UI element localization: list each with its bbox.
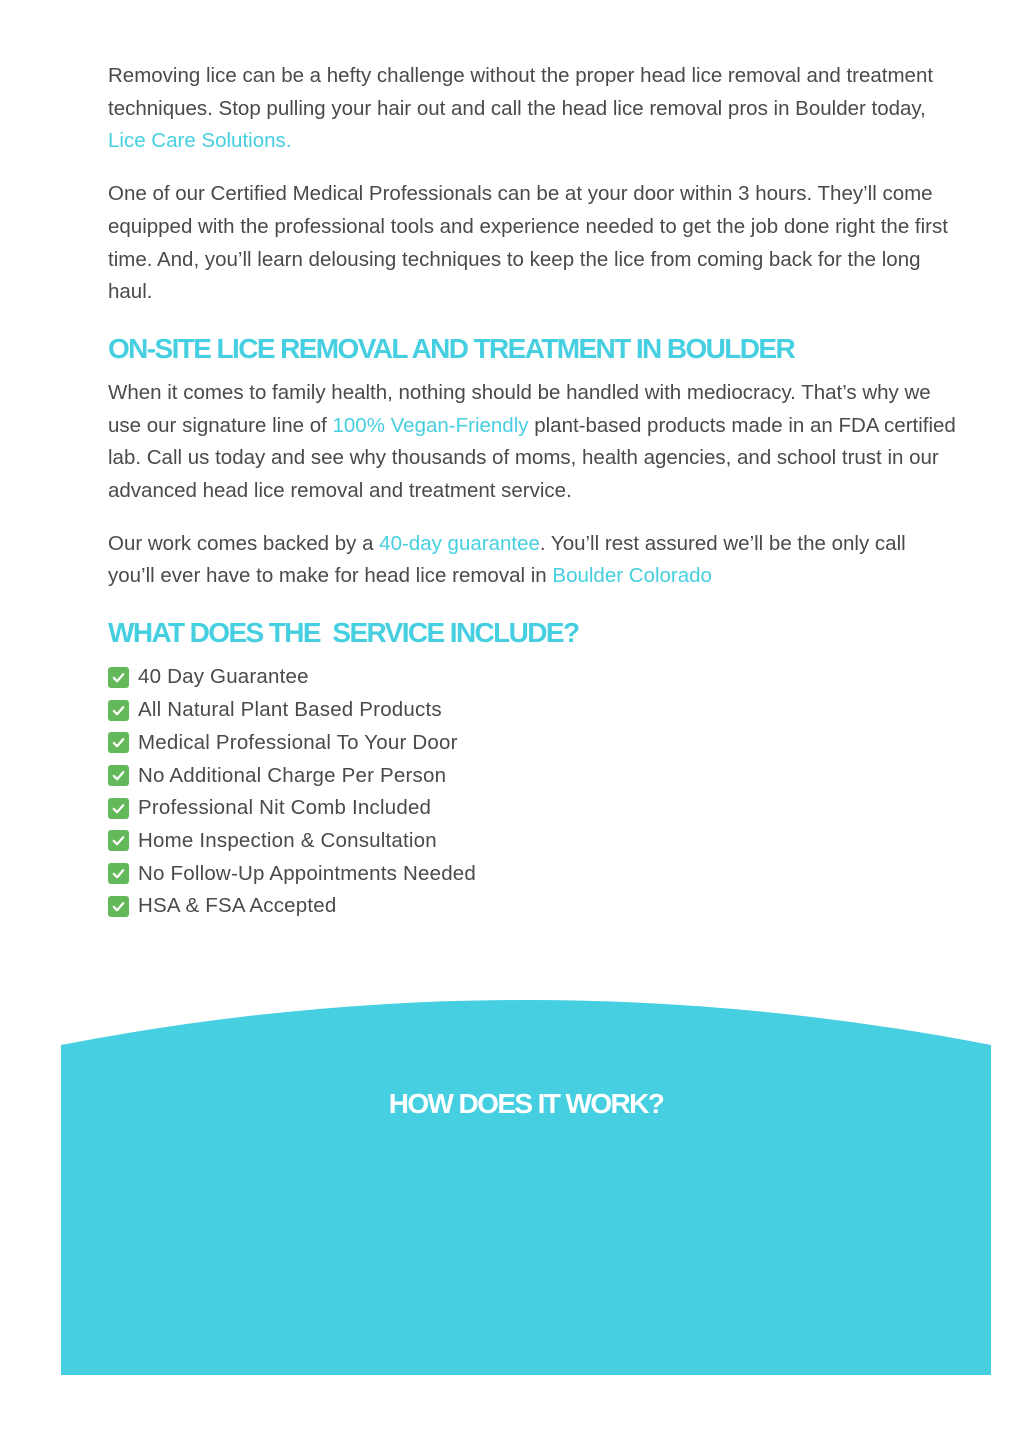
checklist-item — [108, 792, 958, 825]
service-checklist — [108, 661, 958, 923]
onsite-paragraph-1-text-after: plant-based products made in an FDA certified lab. Call us today and see why thousands of moms, health agencies, and school trust in our advanced head lice removal and treatment service. — [108, 413, 956, 503]
checklist-item — [108, 661, 958, 694]
checklist-item-label: No Additional Charge Per Person — [138, 763, 447, 787]
check-mark-icon — [108, 700, 129, 721]
intro-paragraph-1 — [108, 60, 958, 158]
checklist-item — [108, 759, 958, 792]
lice-care-solutions-link[interactable]: Lice Care Solutions. — [108, 129, 292, 153]
checklist-item — [108, 857, 958, 890]
how-it-works-heading: HOW DOES IT WORK? — [388, 1088, 664, 1119]
checklist-item — [108, 890, 958, 923]
checklist-item-label: Medical Professional To Your Door — [138, 730, 458, 754]
check-mark-icon — [108, 798, 129, 819]
onsite-paragraph-2-text-middle: . You’ll rest assured we’ll be the only call you’ll ever have to make for head lice removal in — [108, 531, 906, 588]
guarantee-link[interactable]: 40-day guarantee — [379, 531, 540, 555]
vegan-friendly-link[interactable]: 100% Vegan-Friendly — [332, 413, 529, 437]
check-mark-icon — [108, 896, 129, 917]
check-mark-icon — [108, 863, 129, 884]
curved-background — [61, 1000, 991, 1375]
how-it-works-section — [61, 1000, 991, 1375]
checklist-item-label: HSA & FSA Accepted — [138, 894, 337, 918]
service-heading: WHAT DOES THE SERVICE INCLUDE? — [108, 617, 579, 649]
checklist-item-label: Professional Nit Comb Included — [138, 796, 432, 820]
onsite-paragraph-1 — [108, 377, 958, 508]
intro-paragraph-2: One of our Certified Medical Professionals can be at your door within 3 hours. They’ll come equipped with the professional tools and experience needed to get the job done right the first time. And, you’ll learn delousing techniques to keep the lice from coming back for the long haul. — [108, 182, 948, 304]
checklist-item — [108, 727, 958, 760]
onsite-paragraph-1-text-before: When it comes to family health, nothing should be handled with mediocracy. That’s why we use our signature line of — [108, 380, 931, 437]
check-mark-icon — [108, 765, 129, 786]
checklist-item-label: Home Inspection & Consultation — [138, 828, 437, 852]
checklist-item-label: No Follow-Up Appointments Needed — [138, 861, 476, 885]
onsite-heading: ON-SITE LICE REMOVAL AND TREATMENT IN BOULDER — [108, 332, 795, 364]
onsite-paragraph-2-text-before: Our work comes backed by a — [108, 531, 380, 555]
checklist-item-label: 40 Day Guarantee — [138, 665, 309, 689]
checklist-item — [108, 825, 958, 858]
checklist-item — [108, 694, 958, 727]
intro-paragraph-1-text: Removing lice can be a hefty challenge without the proper head lice removal and treatment techniques. Stop pulling your hair out and call the head lice removal pros in Boulder today, — [108, 64, 934, 120]
main-content — [108, 60, 958, 923]
check-mark-icon — [108, 830, 129, 851]
checklist-item-label: All Natural Plant Based Products — [138, 698, 442, 722]
check-mark-icon — [108, 667, 129, 688]
check-mark-icon — [108, 732, 129, 753]
onsite-paragraph-2 — [108, 528, 958, 593]
boulder-colorado-link[interactable]: Boulder Colorado — [552, 564, 712, 588]
